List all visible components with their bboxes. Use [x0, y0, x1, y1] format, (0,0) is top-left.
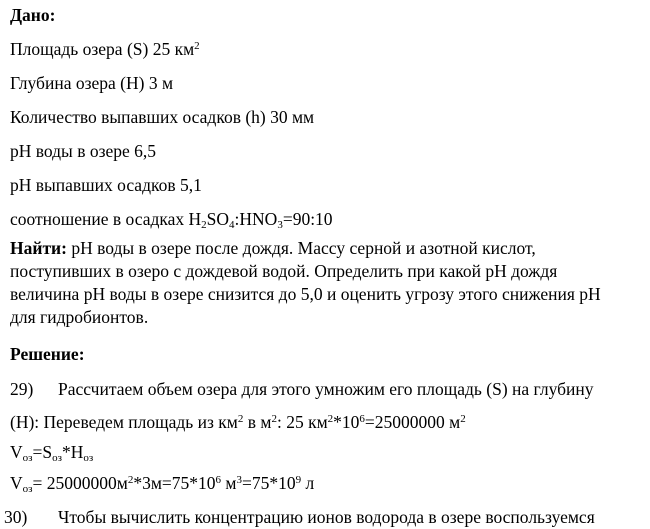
find-paragraph: Найти: pH воды в озере после дождя. Массу серной и азотной кислот, поступивших в озеро с дождевой водой. Определить при какой pH дождя величина pH воды в озере снизится до 5,0 и оценить угрозу этого снижения pH для гидробионтов.: [10, 238, 601, 327]
given-ph-precipitation: pH выпавших осадков 5,1: [10, 175, 202, 195]
given-heading: Дано:: [10, 5, 56, 25]
step-number: 30): [4, 507, 28, 527]
volume-calculation: $V_{оз}= 25000000м^2*3м=75*10^6$ $м^3=75*10^9$ л: [10, 473, 315, 495]
area-conversion: (H): Переведем площадь из $км^2$ в $м^2$: 25 $км^2*10^6=25000000$ $м^2$: [10, 412, 466, 432]
solution-step-30: 30) Чтобы вычислить концентрацию ионов водорода в озере воспользуемся: [4, 507, 595, 527]
given-depth: Глубина озера (H) 3 м: [10, 73, 174, 93]
given-acid-ratio: соотношение в осадках $H_2SO_4:HNO_3=90:10$: [10, 209, 333, 231]
given-area: Площадь озера (S) 25 $км^2$: [10, 39, 200, 59]
given-ph-lake: pH воды в озере 6,5: [10, 141, 157, 161]
step-number: 29): [10, 379, 34, 399]
solution-step-29: 29) Рассчитаем объем озера для этого умножим его площадь (S) на глубину: [10, 379, 594, 399]
given-precipitation: Количество выпавших осадков (h) 30 мм: [10, 107, 315, 127]
volume-formula: $V_{оз}=S_{оз}*H_{оз}$: [10, 442, 94, 464]
solution-heading: Решение:: [10, 344, 85, 364]
